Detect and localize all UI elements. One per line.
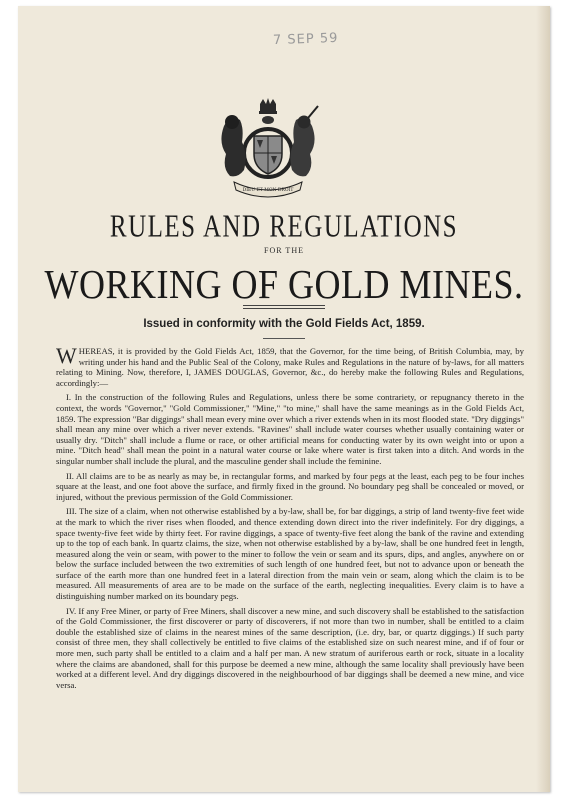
royal-coat-of-arms-icon — [208, 98, 328, 198]
drop-cap: W — [56, 343, 77, 368]
rule-paragraph-3: III. The size of a claim, when not otherwise established by a by-law, shall be, for bar diggings, a strip of land twenty-five feet wide at the mark to which the river rises when flooded, and thence extending down direct into the river indefinitely. For dry diggings, a space twenty-five feet wide by thirty feet. For ravine diggings, a space of twenty-five feet along the bank of the ravine and extending up to the top of each bank. In quartz claims, the size, when not otherwise established by a by-law, shall be one hundred feet in length, measured along the vein or seam, with power to the miner to follow the vein or seam and its spurs, dips, and angles, anywhere on or below the surface included between the two extremities of such length of one hundred feet, but not to advance upon or beneath the surface of the earth more than one hundred feet in a lateral direction from the main vein or seam, along which the claim is to be measured. All measurements of area are to be made on the surface of the earth, neglecting inequalities. Every claim is to have a distinguishing number marked on its boundary pegs. — [56, 506, 524, 602]
regulations-body — [56, 343, 524, 694]
handwritten-date-annotation: 7 SEP 59 — [272, 30, 339, 49]
subtitle-gold-fields-act: Issued in conformity with the Gold Fields Act, 1859. — [143, 318, 425, 330]
rule-paragraph-1: I. In the construction of the following Rules and Regulations, unless there be some contrariety, or repugnancy thereto in the context, the words "Governor," "Gold Commissioner," "Mine," "to mine," shall have the same meanings as in the Gold Fields Act, 1859. The expression "Bar diggings" shall mean every mine over which a river extends when in its most flooded state. "Dry diggings" shall mean any mine over which a river never extends. "Ravines" shall include water courses whether usually containing water or usually dry. "Ditch" shall include a flume or race, or other artificial means for conducting water by its own weight into or upon a mine. "Ditch head" shall mean the point in a natural water course or lake where water is first taken into a ditch. And words in the singular number shall include the plural, and the masculine gender shall include the feminine. — [56, 392, 524, 466]
title-divider — [243, 305, 325, 309]
subtitle-divider — [263, 338, 305, 339]
title-working-of-gold-mines: WORKING OF GOLD MINES. — [44, 261, 524, 308]
motto-text: DIEU ET MON DROIT — [242, 188, 294, 193]
rule-paragraph-4: IV. If any Free Miner, or party of Free Miners, shall discover a new mine, and such discovery shall be established to the satisfaction of the Gold Commissioner, the first discoverer or party of discoverers, if not more than two in number, shall be entitled to a claim double the established size of claims in the nearest mines of the same description, (i.e. dry, bar, or quartz diggings.) If such party consist of three men, they shall collectively be entitled to five claims of the established size on such nearest mine, and if of four or more men, such party shall be entitled to a claim and a half per man. A new stratum of auriferous earth or rock, situate in a locality where the claims are abandoned, shall for this purpose be deemed a new mine, although the same locality shall previously have been worked at a different level. And dry diggings discovered in the neighbourhood of bar diggings shall be deemed a new mine, and vice versa. — [56, 605, 524, 690]
document-page — [18, 6, 550, 792]
preamble-paragraph: WHEREAS, it is provided by the Gold Fields Act, 1859, that the Governor, for the time being, of British Columbia, may, by writing under his hand and the Public Seal of the Colony, make Rules and Regulations in the nature of by-laws, for all matters relating to Mining. Now, therefore, I, JAMES DOUGLAS, Governor, &c., do hereby make the following Rules and Regulations, accordingly:— — [56, 343, 524, 388]
title-rules-and-regulations: RULES AND REGULATIONS — [109, 210, 459, 244]
scan-edge-shadow — [536, 6, 550, 792]
title-for-the: FOR THE — [264, 246, 304, 255]
rule-paragraph-2: II. All claims are to be as nearly as may be, in rectangular forms, and marked by four pegs at the least, each peg to be four inches square at the least, and one foot above the surface, and firmly fixed in the ground. No boundary peg shall be concealed or moved, or injured, without the previous permission of the Gold Commissioner. — [56, 470, 524, 502]
